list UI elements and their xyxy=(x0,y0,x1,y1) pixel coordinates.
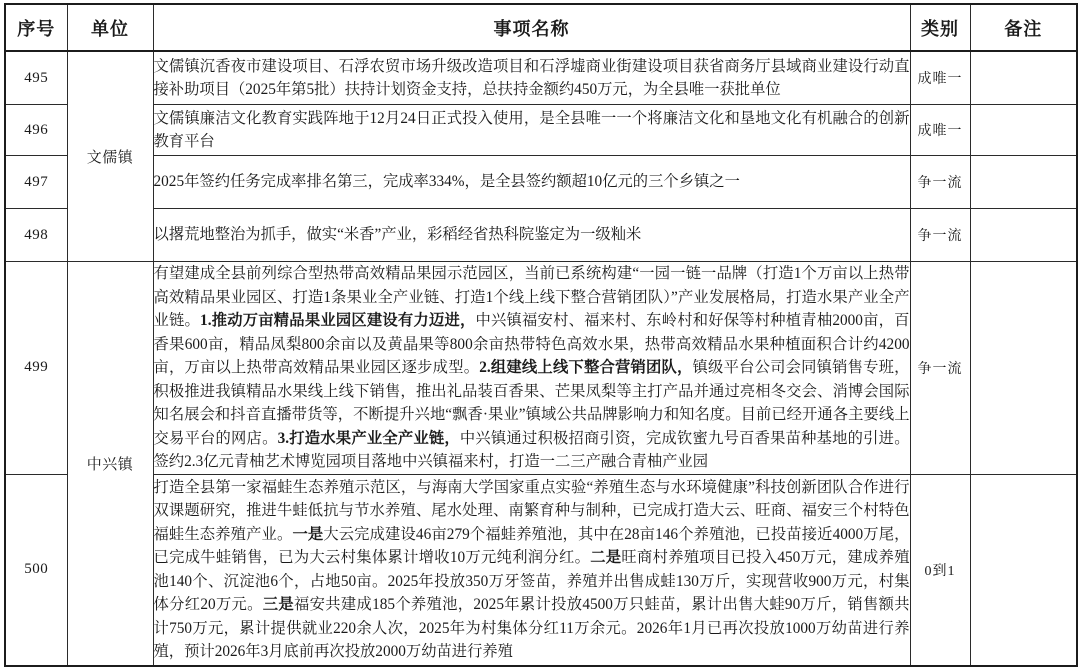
row-sequence-number: 496 xyxy=(5,105,67,156)
item-text: 福安共建成185个养殖池，2025年累计投放4500万只蛙苗，累计出售大蛙90万斤，销售额共计750万元，累计提供就业220余人次，2025年为村集体分红11万余元。2026年1月已再次投放1000万幼苗进行养殖，预计2026年3月底前再次投放2000万幼苗进行养殖 xyxy=(153,596,910,660)
table-row xyxy=(5,209,1077,262)
item-emphasis: 三是 xyxy=(262,596,295,613)
table-row xyxy=(5,156,1077,209)
item-text: 旺商村养殖项目已投入450万元，建成养殖池140个、沉淀池6个，占地50亩。2025年投放350万牙签苗，养殖并出售成蛙130万斤，实现营收900万元，村集体分红20万元。 xyxy=(153,549,910,613)
row-item-description xyxy=(153,105,910,156)
item-paragraph xyxy=(154,262,910,474)
item-emphasis: 一是 xyxy=(292,525,324,543)
row-item-description xyxy=(153,156,910,209)
unit-cell-wenru: 文儒镇 xyxy=(67,51,153,262)
row-item-description xyxy=(153,262,910,475)
column-header-item: 事项名称 xyxy=(153,4,910,51)
row-category: 争一流 xyxy=(910,156,970,209)
row-item-description xyxy=(153,209,910,262)
table-row xyxy=(5,262,1077,475)
item-paragraph: 文儒镇沉香夜市建设项目、石浮农贸市场升级改造项目和石浮墟商业街建设项目获省商务厅县域商业建设行动直接补助项目（2025年第5批）扶持计划资金支持，总扶持金额约450万元，为全县唯一获批单位 xyxy=(153,57,910,98)
row-remark xyxy=(970,209,1077,262)
item-paragraph: 文儒镇廉洁文化教育实践阵地于12月24日正式投入使用，是全县唯一一个将廉洁文化和垦地文化有机融合的创新教育平台 xyxy=(153,109,910,150)
item-paragraph xyxy=(154,476,910,664)
row-category: 0到1 xyxy=(910,474,970,666)
row-remark xyxy=(970,51,1077,105)
item-text: 中兴镇通过积极招商引资，完成钦蜜九号百香果苗种基地的引进。签约2.3亿元青柚艺术博览园项目落地中兴镇福来村，打造一二三产融合青柚产业园 xyxy=(153,429,910,470)
column-header-seq: 序号 xyxy=(5,4,67,51)
item-text: 有望建成全县前列综合型热带高效精品果园示范园区，当前已系统构建“一园一链一品牌（打造1个万亩以上热带高效精品果业园区、打造1条果业全产业链、打造1个线上线下整合营销团队）”产业发展格局，打造水果产业全产业链。 xyxy=(153,265,910,329)
column-header-remark: 备注 xyxy=(970,4,1077,51)
table-header-row xyxy=(5,4,1077,51)
item-text: 中兴镇福安村、福来村、东岭村和好保等村种植青柚2000亩，百香果600亩，精品凤梨800余亩以及黄晶果等800余亩热带特色高效水果，热带高效精品水果种植面积合计约4200亩，万亩以上热带高效精品果业园区逐步成型。 xyxy=(153,312,910,376)
row-category: 成唯一 xyxy=(910,51,970,105)
row-item-description xyxy=(153,51,910,105)
item-emphasis: 2.组建线上线下整合营销团队， xyxy=(479,359,693,376)
column-header-unit: 单位 xyxy=(67,4,153,51)
achievements-table xyxy=(4,3,1078,667)
row-sequence-number: 499 xyxy=(5,262,67,475)
row-remark xyxy=(970,262,1077,475)
row-sequence-number: 497 xyxy=(5,156,67,209)
row-sequence-number: 500 xyxy=(5,474,67,666)
item-emphasis: 1.推动万亩精品果业园区建设有力迈进， xyxy=(200,312,476,329)
item-paragraph: 2025年签约任务完成率排名第三，完成率334%，是全县签约额超10亿元的三个乡镇之一 xyxy=(153,173,740,191)
table-row xyxy=(5,51,1077,105)
item-paragraph: 以撂荒地整治为抓手，做实“米香”产业，彩稻经省热科院鉴定为一级籼米 xyxy=(153,226,642,244)
item-text: 大云完成建设46亩279个福蛙养殖池，其中在28亩146个养殖池，已投苗接近4000万尾，已完成牛蛙销售，已为大云村集体累计增收10万元纯利润分红。 xyxy=(153,525,910,566)
row-item-description xyxy=(153,474,910,666)
row-sequence-number: 498 xyxy=(5,209,67,262)
row-remark xyxy=(970,105,1077,156)
unit-cell-zhongxing: 中兴镇 xyxy=(67,262,153,666)
item-emphasis: 3.打造水果产业全产业链， xyxy=(277,429,460,447)
row-category: 争一流 xyxy=(910,209,970,262)
table-row xyxy=(5,474,1077,666)
row-category: 成唯一 xyxy=(910,105,970,156)
column-header-cat: 类别 xyxy=(910,4,970,51)
row-sequence-number: 495 xyxy=(5,51,67,105)
item-text: 打造全县第一家福蛙生态养殖示范区，与海南大学国家重点实验“养殖生态与水环境健康”科技创新团队合作进行双课题研究，推进牛蛙低抗与节水养殖、尾水处理、南繁育种与制种，已完成打造大云、旺商、福安三个村特色福蛙生态养殖产业。 xyxy=(153,478,910,543)
row-category: 争一流 xyxy=(910,262,970,475)
item-emphasis: 二是 xyxy=(590,549,622,566)
row-remark xyxy=(970,474,1077,666)
row-remark xyxy=(970,156,1077,209)
table-row xyxy=(5,105,1077,156)
item-text: 镇级平台公司会同镇销售专班，积极推进我镇精品水果线上线下销售，推出礼品装百香果、芒果凤梨等主打产品并通过亮相冬交会、消博会国际知名展会和抖音直播带货等，不断提升兴地“飘香·果业”镇域公共品牌影响力和知名度。目前已经开通各主要线上交易平台的网店。 xyxy=(153,359,910,447)
